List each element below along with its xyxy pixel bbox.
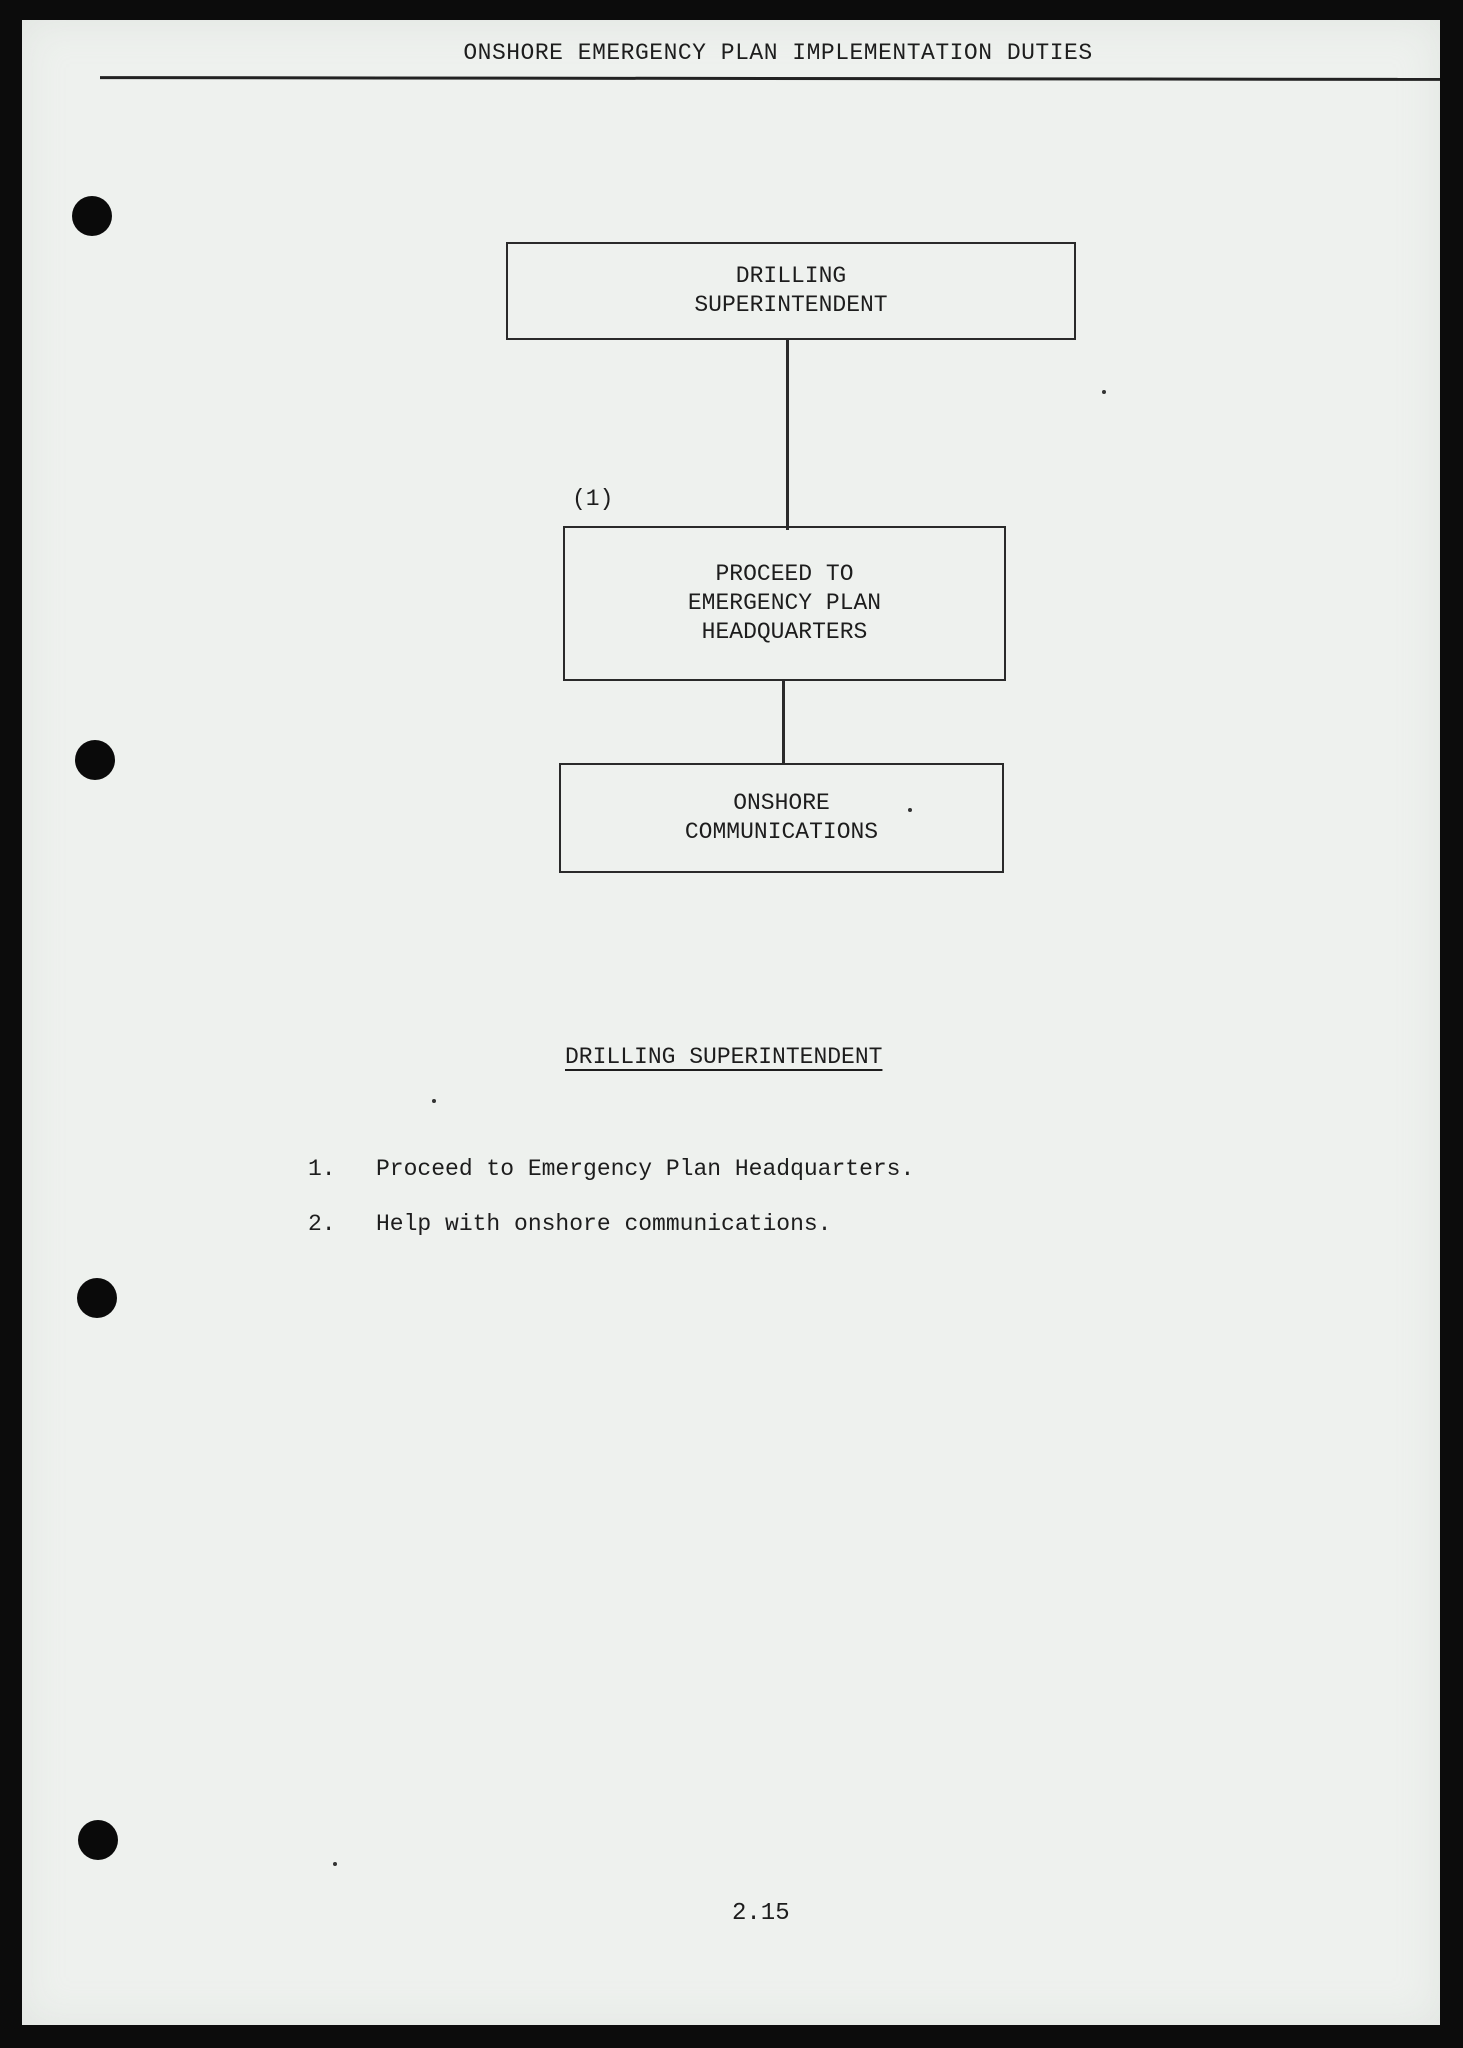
org-box-onshore-communications xyxy=(559,763,1004,873)
scan-speck xyxy=(432,1099,436,1103)
org-box-line: HEADQUARTERS xyxy=(701,619,868,645)
footnote-marker: (1) xyxy=(572,486,614,512)
punch-hole xyxy=(75,740,115,780)
org-box-line: EMERGENCY PLAN xyxy=(687,590,882,616)
section-heading: DRILLING SUPERINTENDENT xyxy=(565,1044,883,1070)
org-box-drilling-superintendent xyxy=(506,242,1076,340)
duty-text: Help with onshore communications. xyxy=(376,1211,832,1237)
duty-number: 1. xyxy=(308,1156,336,1182)
org-box-line: ONSHORE xyxy=(733,790,830,816)
org-box-line: PROCEED TO xyxy=(715,561,854,587)
scan-speck xyxy=(333,1862,337,1866)
duty-number: 2. xyxy=(308,1211,336,1237)
page-title: ONSHORE EMERGENCY PLAN IMPLEMENTATION DUTIES xyxy=(463,40,1093,66)
org-box-line: DRILLING xyxy=(735,263,847,289)
org-box-line: COMMUNICATIONS xyxy=(684,819,879,845)
page-number: 2.15 xyxy=(732,1900,790,1927)
punch-hole xyxy=(78,1820,118,1860)
punch-hole xyxy=(72,196,112,236)
org-connector xyxy=(786,340,789,530)
org-connector xyxy=(782,681,785,765)
org-box-proceed-to-headquarters xyxy=(563,526,1006,681)
duty-text: Proceed to Emergency Plan Headquarters. xyxy=(376,1156,915,1182)
duty-list-item xyxy=(308,1211,831,1237)
duty-list-item xyxy=(308,1156,914,1182)
scan-speck xyxy=(1102,390,1106,394)
org-box-line: SUPERINTENDENT xyxy=(694,292,888,318)
punch-hole xyxy=(77,1278,117,1318)
scan-speck xyxy=(908,808,912,812)
